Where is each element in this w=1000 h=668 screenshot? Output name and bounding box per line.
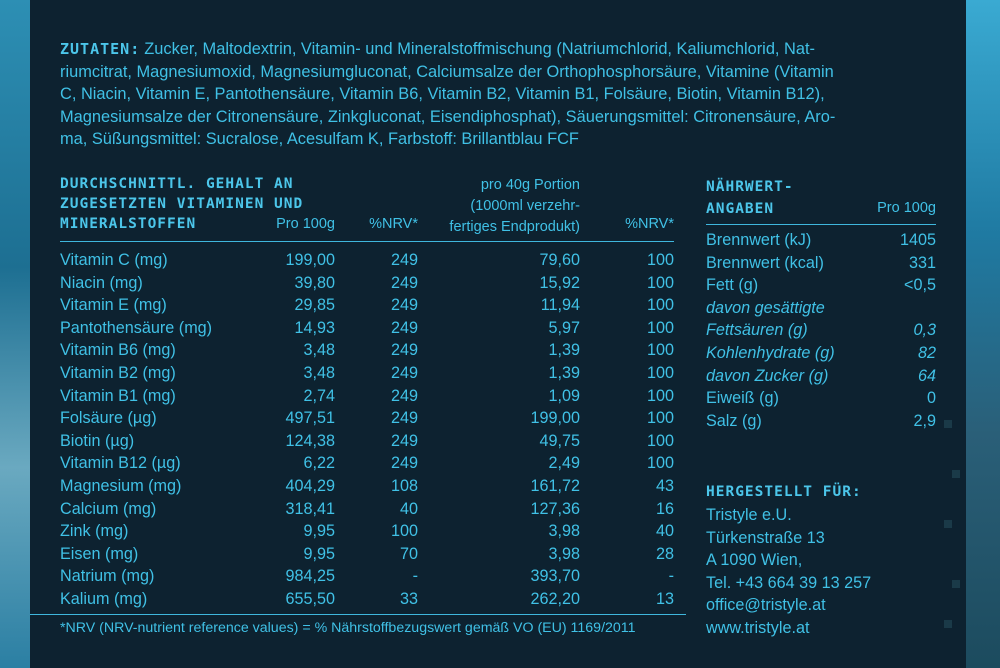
vitamin-name: Vitamin C (mg) (60, 251, 168, 269)
vitamin-name: Vitamin B6 (mg) (60, 341, 176, 360)
nutrition-row (0, 252, 1000, 274)
nutrient-name: Eiweiß (g) (706, 389, 779, 408)
vitamin-name: Vitamin B2 (mg) (60, 364, 176, 382)
value-per-100g: 9,95 (303, 544, 335, 563)
nrv-per-100g: 100 (390, 522, 418, 541)
nutrition-row (0, 274, 1000, 296)
nrv-per-portion: 100 (646, 273, 674, 292)
nrv-per-portion: 100 (646, 251, 674, 269)
nrv-per-100g: 249 (390, 409, 418, 428)
vitamin-name: Niacin (mg) (60, 273, 143, 292)
nutrient-name: Fett (g) (706, 276, 759, 295)
nutrient-name: Salz (g) (706, 411, 762, 430)
value-per-100g: 124,38 (285, 431, 335, 450)
manufacturer-website: www.tristyle.at (706, 618, 810, 637)
nutrient-value: 2,9 (913, 411, 936, 430)
ingredients-line: ZUTATEN: Zucker, Maltodextrin, Vitamin- und Mineralstoffmischung (Natriumchlorid, Kaliumchlorid, Nat- (60, 40, 816, 58)
nutrient-name: Brennwert (kcal) (706, 253, 824, 272)
nrv-per-portion: 100 (646, 454, 674, 473)
value-per-portion: 49,75 (539, 431, 580, 450)
nrv-per-100g: 249 (390, 251, 418, 269)
value-per-100g: 984,25 (285, 567, 335, 586)
nutrient-value: 1405 (899, 231, 936, 249)
nrv-per-portion: 100 (646, 318, 674, 337)
vitamin-name: Zink (mg) (60, 522, 129, 541)
vitamin-name: Vitamin B12 (µg) (60, 454, 181, 473)
value-per-portion: 15,92 (539, 273, 580, 292)
nrv-per-portion: 43 (655, 477, 674, 495)
value-per-portion: 1,39 (548, 341, 580, 360)
value-per-portion: 5,97 (548, 318, 580, 337)
vitamin-name: Natrium (mg) (60, 567, 155, 586)
nrv-per-portion: 28 (655, 544, 674, 563)
nrv-per-portion: 40 (655, 522, 674, 541)
nutrition-header-divider (706, 224, 936, 225)
nrv-per-100g: 33 (399, 590, 418, 608)
nutrition-row (0, 319, 1000, 341)
nutrition-table-title: NÄHRWERT- ANGABEN (706, 179, 794, 217)
value-per-portion: 127,36 (530, 499, 580, 518)
nrv-per-portion: 13 (655, 590, 674, 608)
vitamin-name: Vitamin E (mg) (60, 296, 167, 315)
nutrient-value: <0,5 (904, 276, 936, 295)
nutrition-row (0, 342, 1000, 364)
value-per-portion: 79,60 (539, 251, 580, 269)
vitamin-name: Magnesium (mg) (60, 477, 182, 495)
column-header-nrv: %NRV* (369, 216, 418, 232)
nutrition-row (0, 297, 1000, 319)
nutrition-row (0, 229, 1000, 251)
value-per-100g: 199,00 (285, 251, 335, 269)
nrv-per-100g: 108 (390, 477, 418, 495)
nutrient-name: Brennwert (kJ) (706, 231, 812, 249)
nrv-per-100g: 40 (399, 499, 418, 518)
value-per-100g: 655,50 (285, 590, 335, 608)
nutrition-row (0, 410, 1000, 432)
value-per-portion: 161,72 (530, 477, 580, 495)
column-header-pro-100g: Pro 100g (877, 200, 936, 216)
vitamin-name: Kalium (mg) (60, 590, 148, 608)
value-per-100g: 3,48 (303, 364, 335, 382)
nutrient-value: 0,3 (913, 321, 936, 340)
nutrition-row (0, 387, 1000, 409)
nutrition-row (0, 365, 1000, 387)
value-per-100g: 9,95 (303, 522, 335, 541)
manufacturer-title: HERGESTELLT FÜR: (706, 484, 862, 500)
value-per-portion: 1,39 (548, 364, 580, 382)
value-per-100g: 14,93 (294, 318, 335, 337)
column-header-nrv-portion: %NRV* (625, 216, 674, 232)
nrv-per-portion: 100 (646, 386, 674, 405)
value-per-100g: 2,74 (303, 386, 335, 405)
ingredients-line: ma, Süßungsmittel: Sucralose, Acesulfam K, Farbstoff: Brillantblau FCF (60, 130, 579, 148)
value-per-portion: 2,49 (548, 454, 580, 473)
nrv-per-portion: 100 (646, 431, 674, 450)
value-per-portion: 11,94 (540, 296, 580, 315)
value-per-portion: 3,98 (548, 522, 580, 541)
value-per-100g: 497,51 (285, 409, 335, 428)
vitamin-name: Calcium (mg) (60, 499, 157, 518)
nrv-per-portion: 100 (646, 364, 674, 382)
nrv-per-100g: 249 (390, 341, 418, 360)
value-per-100g: 6,22 (303, 454, 335, 473)
column-header-pro-100g: Pro 100g (276, 216, 335, 232)
value-per-portion: 3,98 (548, 544, 580, 563)
column-header-portion: pro 40g Portion (1000ml verzehr- fertiges Endprodukt) (449, 177, 580, 235)
nrv-per-100g: - (412, 567, 418, 586)
nrv-per-portion: 100 (646, 296, 674, 315)
nutrient-name: Kohlenhydrate (g) (706, 344, 835, 362)
nrv-per-100g: 249 (390, 296, 418, 315)
nutrient-name: davon Zucker (g) (706, 366, 829, 385)
ingredients-line: C, Niacin, Vitamin E, Pantothensäure, Vitamin B6, Vitamin B2, Vitamin B1, Folsäure, Biotin, Vitamin B12), (60, 85, 825, 103)
value-per-portion: 199,00 (530, 409, 580, 428)
ingredients-line: Magnesiumsalze der Citronensäure, Zinkgluconat, Eisendiphosphat), Säuerungsmittel: Citronensäure, Aro- (60, 107, 836, 126)
value-per-100g: 29,85 (294, 296, 335, 315)
nutrient-value: 64 (917, 366, 936, 385)
nrv-per-100g: 249 (390, 273, 418, 292)
nrv-per-100g: 249 (390, 318, 418, 337)
vitamin-name: Eisen (mg) (60, 544, 139, 563)
ingredients-label: ZUTATEN: (60, 40, 141, 58)
manufacturer-line: Tel. +43 664 39 13 257 (706, 573, 872, 592)
value-per-100g: 39,80 (294, 273, 335, 292)
vitamin-name: Folsäure (µg) (60, 409, 157, 428)
nrv-per-portion: 100 (646, 341, 674, 360)
nrv-per-100g: 249 (390, 386, 418, 405)
value-per-100g: 404,29 (285, 477, 335, 495)
nrv-per-portion: - (668, 567, 674, 586)
value-per-100g: 318,41 (285, 499, 335, 518)
nrv-per-100g: 249 (390, 431, 418, 450)
value-per-portion: 1,09 (548, 386, 580, 405)
manufacturer-line: A 1090 Wien, (706, 551, 803, 570)
ingredients-line: riumcitrat, Magnesiumoxid, Magnesiumgluconat, Calciumsalze der Orthophosphorsäure, Vitamine (Vitamin (60, 62, 834, 81)
vitamin-name: Biotin (µg) (60, 431, 135, 450)
value-per-100g: 3,48 (303, 341, 335, 360)
vitamin-table-title: DURCHSCHNITTL. GEHALT AN ZUGESETZTEN VITAMINEN UND MINERALSTOFFEN (60, 176, 304, 232)
manufacturer-line: Türkenstraße 13 (706, 528, 825, 547)
nutrient-value: 0 (926, 389, 936, 408)
manufacturer-email: office@tristyle.at (706, 596, 826, 615)
nutrient-name: Fettsäuren (g) (706, 321, 808, 340)
vitamin-name: Vitamin B1 (mg) (60, 386, 176, 405)
manufacturer-block (706, 480, 946, 640)
vitamin-name: Pantothensäure (mg) (60, 318, 213, 337)
nrv-per-portion: 16 (655, 499, 674, 518)
nrv-per-100g: 70 (399, 544, 418, 563)
value-per-portion: 393,70 (530, 567, 580, 586)
nutrient-value: 331 (908, 253, 936, 272)
value-per-portion: 262,20 (530, 590, 580, 608)
manufacturer-line: Tristyle e.U. (706, 506, 792, 524)
nrv-per-portion: 100 (646, 409, 674, 428)
nutrient-value: 82 (917, 344, 936, 362)
nutrient-name: davon gesättigte (706, 298, 825, 317)
nrv-per-100g: 249 (390, 364, 418, 382)
nrv-footnote: *NRV (NRV-nutrient reference values) = % Nährstoffbezugswert gemäß VO (EU) 1169/2011 (60, 620, 636, 636)
nrv-per-100g: 249 (390, 454, 418, 473)
